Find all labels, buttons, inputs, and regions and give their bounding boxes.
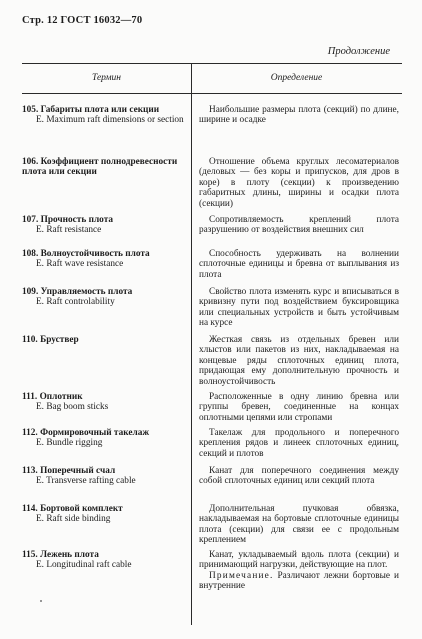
term-ru: 107. Прочность плота [22, 215, 114, 225]
term-en: E. Maximum raft dimensions or section [36, 115, 184, 126]
term-cell [22, 215, 186, 236]
definition-cell [199, 550, 399, 592]
note-text: Различают лежни бортовые и внутренние [199, 570, 399, 592]
table-top-rule [22, 63, 402, 64]
term-cell [22, 466, 186, 487]
term-ru: 106. Коэффициент полнодревесности плота или секции [22, 157, 178, 178]
term-cell [22, 335, 186, 345]
definition-text: Канат, укладываемый вдоль плота (секции) и принимающий нагрузки, действующие на плот. [199, 550, 399, 571]
definition-cell: Сопротивляемость креплений плота разрушению от воздействия внешних сил [199, 215, 399, 236]
term-ru: 110. Бруствер [22, 335, 79, 345]
definition-cell: Наибольшие размеры плота (секций) по длине, ширине и осадке [199, 105, 399, 126]
term-ru: 111. Оплотник [22, 392, 83, 402]
term-cell [22, 550, 186, 571]
continuation-label: Продолжение [327, 46, 390, 57]
definition-cell: Расположенные в одну линию бревна или группы бревен, соединенные на концах оплотными цепями или стропами [199, 392, 399, 423]
definition-cell: Способность удерживать на волнении сплоточные единицы и бревна от выплывания из плота [199, 249, 399, 280]
term-en: E. Longitudinal raft cable [36, 560, 132, 571]
term-en: E. Raft side binding [36, 514, 111, 525]
table-header-rule [22, 93, 402, 94]
term-en: E. Raft wave resistance [36, 259, 124, 270]
definition-cell: Отношение объема круглых лесоматериалов (деловых — без коры и припусков, для дров в коре) в плоту (секции) к произведению габаритных длины, ширины и осадки плота (секции) [199, 157, 399, 209]
note-label: Примечание. [209, 570, 274, 581]
term-cell [22, 157, 186, 178]
definition-cell: Дополнительная пучковая обвязка, накладываемая на бортовые сплоточные единицы плота (секции) для связи ее с продольным креплением [199, 504, 399, 546]
term-cell [22, 249, 186, 270]
definition-cell: Такелаж для продольного и поперечного крепления рядов и линеек сплоточных единиц, секций и плотов [199, 428, 399, 459]
definition-cell: Свойство плота изменять курс и вписываться в кривизну пути под воздействием буксировщика или специальных устройств и быть устойчивым на курсе [199, 287, 399, 329]
term-en: E. Bag boom sticks [36, 402, 109, 413]
scan-speck [40, 600, 42, 602]
term-ru: 108. Волноустойчивость плота [22, 249, 150, 259]
column-header-term: Термин [92, 73, 121, 83]
term-ru: 113. Поперечный счал [22, 466, 116, 476]
term-ru: 112. Формировочный такелаж [22, 428, 150, 438]
term-ru: 114. Бортовой комплект [22, 504, 123, 514]
term-en: E. Transverse rafting cable [36, 476, 136, 487]
term-en: E. Raft controlability [36, 297, 115, 308]
term-cell [22, 428, 186, 449]
page-header: Стр. 12 ГОСТ 16032—70 [22, 15, 143, 26]
definition-note [199, 571, 399, 592]
term-cell [22, 105, 186, 126]
term-cell [22, 287, 186, 308]
definition-cell: Жесткая связь из отдельных бревен или хлыстов или пакетов из них, накладываемая на концевые ряды сплоточных единиц плота, придающая ему дополнительную прочность и волноустойчивость [199, 335, 399, 387]
term-ru: 115. Лежень плота [22, 550, 99, 560]
term-en: E. Raft resistance [36, 225, 102, 236]
term-cell [22, 392, 186, 413]
term-ru: 105. Габариты плота или секции [22, 105, 160, 115]
definition-cell: Канат для поперечного соединения между собой сплоточных единиц или секций плота [199, 466, 399, 487]
column-header-definition: Определение [270, 73, 323, 83]
column-divider [191, 63, 192, 625]
term-en: E. Bundle rigging [36, 438, 103, 449]
term-cell [22, 504, 186, 525]
term-ru: 109. Управляемость плота [22, 287, 133, 297]
